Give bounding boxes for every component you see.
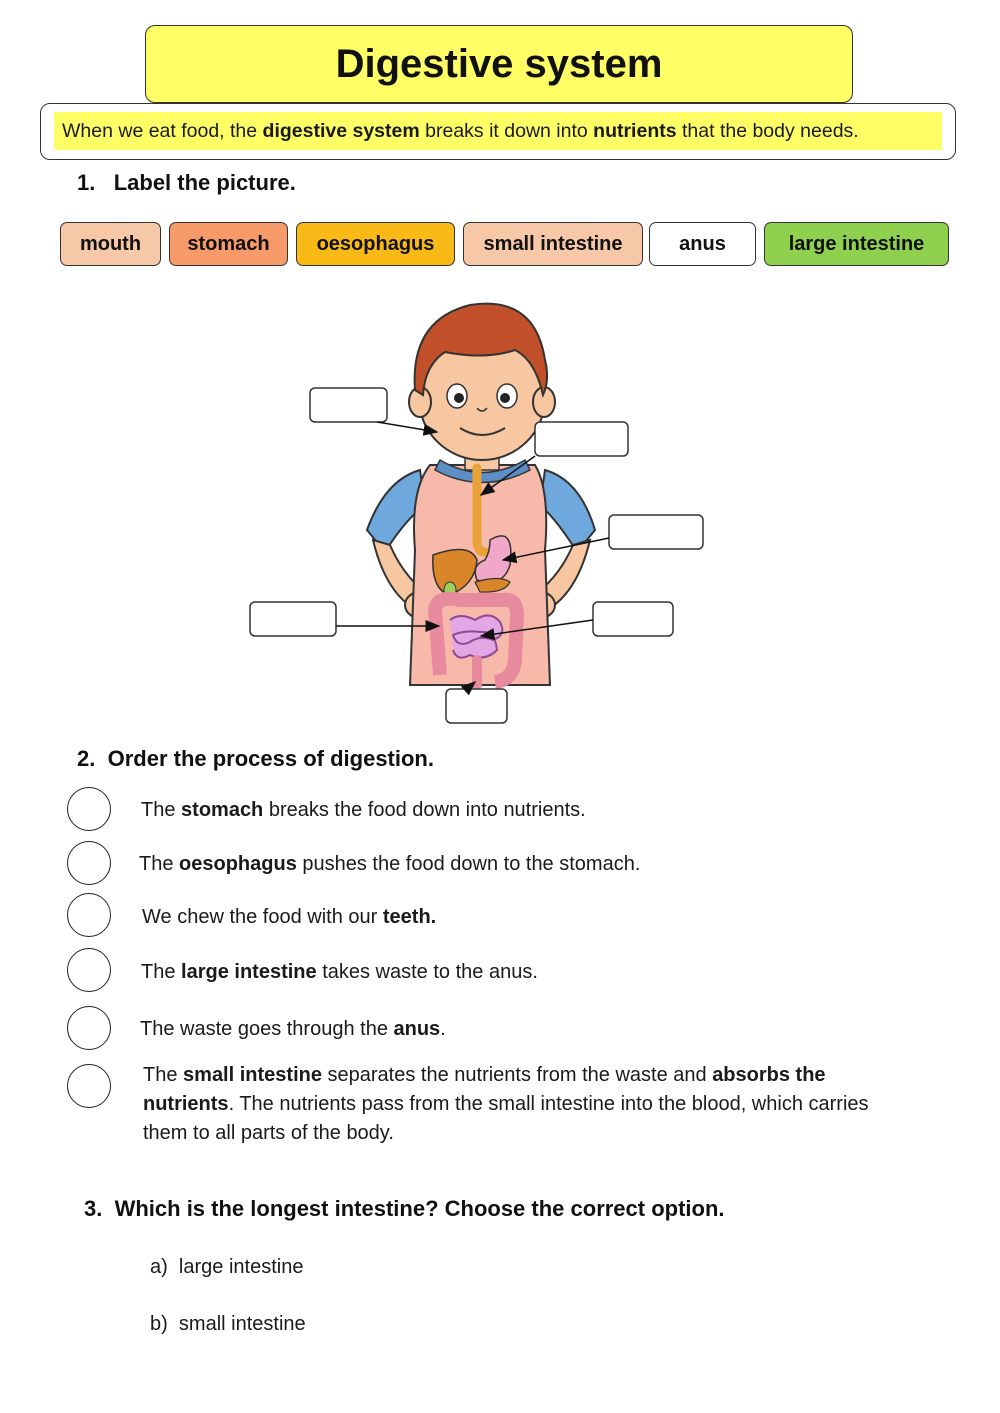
q2-heading: [77, 746, 434, 772]
order-step-oesophagus: [139, 850, 939, 879]
label-blank-oesophagus[interactable]: [535, 422, 628, 456]
step-text: pushes the food down to the stomach.: [296, 853, 641, 875]
step-text: . The nutrients pass from the small intestine into the blood, which carries them to all parts of the body.: [143, 1093, 869, 1144]
step-text: The: [143, 1064, 184, 1086]
order-step-large-intestine: [141, 958, 941, 987]
q3-option-a[interactable]: [150, 1256, 303, 1279]
step-keyword: stomach: [181, 799, 264, 821]
word-chip-mouth[interactable]: mouth: [60, 222, 161, 266]
option-text: large intestine: [178, 1256, 304, 1278]
intro-keyword-digestive-system: digestive system: [262, 120, 420, 142]
order-step-teeth: [142, 903, 942, 932]
intro-keyword-nutrients: nutrients: [593, 120, 677, 142]
step-text: The: [139, 853, 180, 875]
q1-heading: [77, 170, 296, 196]
step-keyword: anus: [393, 1018, 441, 1040]
step-keyword: large intestine: [181, 961, 317, 983]
order-circle-5[interactable]: [67, 1006, 111, 1050]
order-step-stomach: [141, 796, 941, 825]
step-text: We chew the food with our: [142, 906, 383, 928]
order-circle-2[interactable]: [67, 841, 111, 885]
word-chip-small-intestine[interactable]: small intestine: [463, 222, 643, 266]
q1-heading-text: Label the picture.: [113, 170, 296, 195]
intro-part: breaks it down into: [419, 120, 594, 142]
intro-box: [40, 103, 956, 160]
word-chip-stomach[interactable]: stomach: [169, 222, 288, 266]
step-text: breaks the food down into nutrients.: [263, 799, 586, 821]
q2-heading-text: Order the process of digestion.: [107, 746, 434, 771]
label-blank-anus[interactable]: [446, 689, 507, 723]
step-text: takes waste to the anus.: [316, 961, 538, 983]
option-letter: b): [150, 1313, 168, 1335]
step-keyword: oesophagus: [179, 853, 297, 875]
order-step-anus: [140, 1015, 940, 1044]
q3-option-b[interactable]: [150, 1313, 306, 1336]
step-text: The: [141, 799, 182, 821]
option-text: small intestine: [178, 1313, 306, 1335]
step-keyword: absorbs the nutrients: [143, 1064, 826, 1115]
order-circle-6[interactable]: [67, 1064, 111, 1108]
boy-diagram-svg: [245, 290, 715, 730]
order-circle-4[interactable]: [67, 948, 111, 992]
q3-heading: [84, 1196, 725, 1222]
intro-text: [54, 112, 942, 150]
order-circle-3[interactable]: [67, 893, 111, 937]
word-chip-oesophagus[interactable]: oesophagus: [296, 222, 455, 266]
order-circle-1[interactable]: [67, 787, 111, 831]
step-text: The: [141, 961, 182, 983]
step-text: separates the nutrients from the waste and: [321, 1064, 713, 1086]
digestive-system-illustration: [245, 290, 715, 730]
label-blank-small-intestine[interactable]: [593, 602, 673, 636]
intro-part: When we eat food, the: [62, 120, 263, 142]
order-step-small-intestine: [143, 1061, 883, 1148]
head-illustration: [409, 304, 555, 460]
q1-number: 1.: [77, 170, 96, 195]
word-chip-large-intestine[interactable]: large intestine: [764, 222, 949, 266]
q3-heading-text: Which is the longest intestine? Choose the correct option.: [114, 1196, 725, 1221]
step-text: The waste goes through the: [140, 1018, 394, 1040]
step-text: .: [440, 1018, 446, 1040]
q3-number: 3.: [84, 1196, 103, 1221]
step-keyword: small intestine: [183, 1064, 322, 1086]
q2-number: 2.: [77, 746, 96, 771]
option-letter: a): [150, 1256, 168, 1278]
label-blank-stomach[interactable]: [609, 515, 703, 549]
intro-part: that the body needs.: [676, 120, 859, 142]
label-blank-large-intestine[interactable]: [250, 602, 336, 636]
word-chip-anus[interactable]: anus: [649, 222, 756, 266]
label-blank-mouth[interactable]: [310, 388, 387, 422]
step-keyword: teeth.: [382, 906, 437, 928]
page-title: Digestive system: [145, 25, 853, 103]
